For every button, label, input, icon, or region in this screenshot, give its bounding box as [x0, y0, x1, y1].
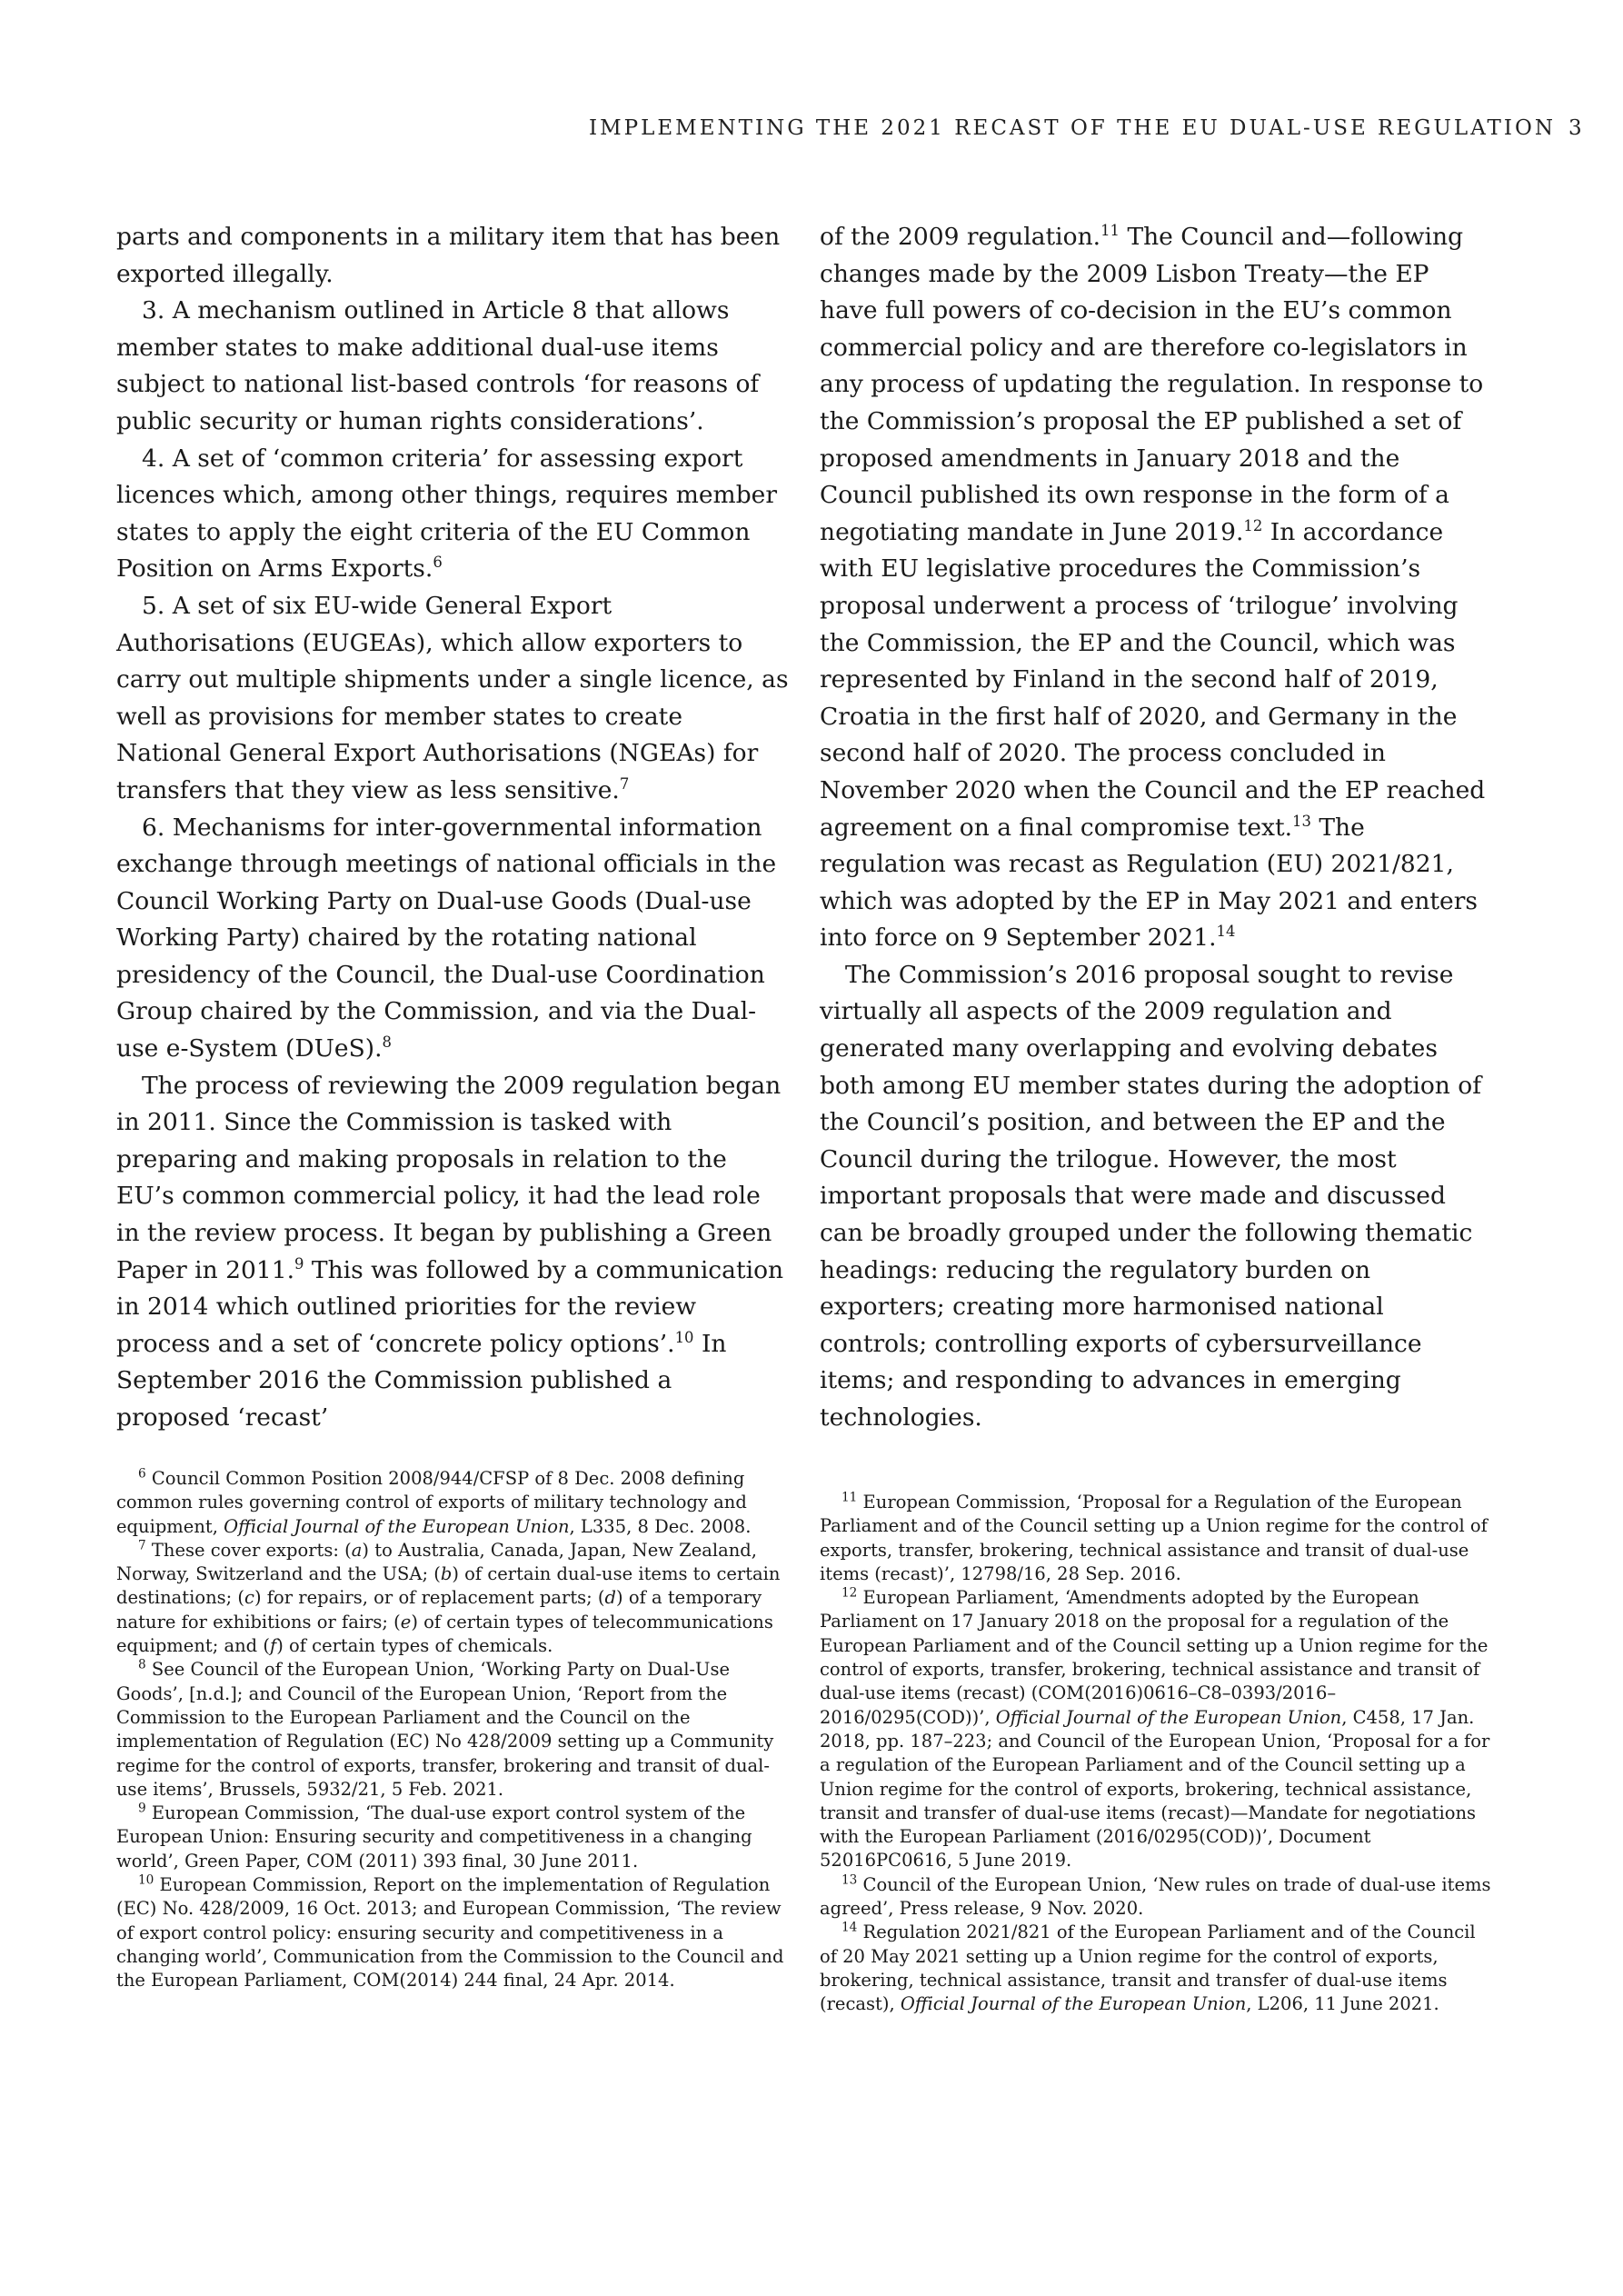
footnote-text: See Council of the European Union, ‘Working Party on Dual-Use Goods’, [n.d.]; and Council of the European Union, ‘Report from the Commission to the European Parliament and the Council on the implementation of Regulation (EC) No 428/2009 setting up a Community regime for the control of exports, transfer, brokering and transit of dual-use items’, Brussels, 5932/21, 5 Feb. 2021. [116, 1659, 774, 1800]
footnote-text: European Parliament, ‘Amendments adopted by the European Parliament on 17 January 2018 on the proposal for a regulation of the European Parliament and of the Council setting up a Union regime for the control of exports, transfer, brokering, technical assistance and transit of dual-use items (recast) (COM(2016)0616–C8–0393/2016–2016/0295(COD))’, [820, 1587, 1489, 1728]
footnote-9 [116, 1802, 792, 1873]
footnote-ref-9[interactable]: 9 [294, 1254, 304, 1273]
footnote-letter: d [604, 1587, 617, 1609]
footnote-letter: c [244, 1587, 254, 1609]
paragraph-recast-continuation [820, 219, 1492, 957]
footnote-10 [116, 1873, 792, 1992]
footnote-14 [820, 1921, 1496, 2016]
list-item-4 [116, 441, 789, 588]
footnote-journal-title: Official Journal of the European Union [224, 1515, 570, 1537]
footnote-text: European Commission, ‘The dual-use export control system of the European Union: Ensuring security and competitiveness in a changing world’, Green Paper, COM (2011) 393 final, 30 June 2011. [116, 1802, 752, 1872]
list-item-6-text: 6. Mechanisms for inter-governmental information exchange through meetings of national officials in the Council Working Party on Dual-use Goods (Dual-use Working Party) chaired by the rotating national presidency of the Council, the Dual-use Coordination Group chaired by the Commission, and via the Dual-use e-System (DUeS). [116, 813, 777, 1063]
list-item-5 [116, 588, 789, 810]
footnote-12 [820, 1586, 1496, 1873]
footnote-text: European Commission, Report on the implementation of Regulation (EC) No. 428/2009, 16 Oct. 2013; and European Commission, ‘The review of export control policy: ensuring security and competitiveness in a changing world’, Communication from the Commission to the Council and the European Parliament, COM(2014) 244 final, 24 Apr. 2014. [116, 1874, 784, 1992]
footnote-letter: e [400, 1611, 412, 1632]
footnote-text: European Commission, ‘Proposal for a Regulation of the European Parliament and of the Council setting up a Union regime for the control of exports, transfer, brokering, technical assistance and transit of dual-use items (recast)’, 12798/16, 28 Sep. 2016. [820, 1492, 1488, 1584]
footnote-7 [116, 1539, 792, 1658]
paragraph-text: of the 2009 regulation. [820, 223, 1101, 251]
footnote-journal-title: Official Journal of the European Union [900, 1993, 1247, 2015]
left-text-column [116, 219, 789, 1437]
footnote-text: Council of the European Union, ‘New rules on trade of dual-use items agreed’, Press release, 9 Nov. 2020. [820, 1873, 1491, 1920]
paragraph-text: The process of reviewing the 2009 regulation began in 2011. Since the Commission is tasked with preparing and making proposals in relation to the EU’s common commercial policy, it had the lead role in the review process. It began by publishing a Green Paper in 2011. [116, 1071, 782, 1284]
footnote-text: , L206, 11 June 2021. [1246, 1993, 1439, 2015]
footnote-ref-7[interactable]: 7 [619, 775, 630, 794]
footnotes-left [116, 1467, 792, 1993]
paragraph-review-process [116, 1068, 789, 1437]
footnote-11 [820, 1491, 1496, 1586]
footnote-letter: f [269, 1635, 277, 1657]
footnote-text: ) for repairs, or of replacement parts; ( [254, 1587, 605, 1609]
list-item-5-text: 5. A set of six EU-wide General Export Authorisations (EUGEAs), which allow exporters to carry out multiple shipments under a single licence, as well as provisions for member states to create National General Export Authorisations (NGEAs) for transfers that they view as less sensitive. [116, 591, 789, 804]
footnote-number: 10 [138, 1872, 154, 1888]
footnote-text: ) of a temporary nature for exhibitions or fairs; ( [116, 1587, 762, 1632]
paragraph-text: In September 2016 the Commission published a proposed ‘recast’ [116, 1329, 727, 1432]
footnote-ref-13[interactable]: 13 [1292, 812, 1311, 830]
list-item-6 [116, 810, 789, 1068]
footnote-text: Regulation 2021/821 of the European Parliament and of the Council of 20 May 2021 setting up a Union regime for the control of exports, brokering, technical assistance, transit and transfer of dual-use items (recast), [820, 1922, 1476, 2015]
footnote-text: , C458, 17 Jan. 2018, pp. 187–223; and Council of the European Union, ‘Proposal for a for a regulation of the European Parliament and of the Council setting up a Union regime for the control of exports, brokering, technical assistance, transit and transfer of dual-use items (recast)—Mandate for negotiations with the European Parliament (2016/0295(COD))’, Document 52016PC0616, 5 June 2019. [820, 1706, 1490, 1872]
paragraph-text: The Council and—following changes made by the 2009 Lisbon Treaty—the EP have full powers of co-decision in the EU’s common commercial policy and are therefore co-legislators in any process of updating the regulation. In response to the Commission’s proposal the EP published a set of proposed amendments in January 2018 and the Council published its own response in the form of a negotiating mandate in June 2019. [820, 223, 1484, 546]
footnote-text: These cover exports: ( [145, 1539, 352, 1561]
footnote-text: Council Common Position 2008/944/CFSP of 8 Dec. 2008 defining common rules governing control of exports of military technology and equipment, [116, 1468, 747, 1537]
footnote-text: ) of certain dual-use items to certain destinations; ( [116, 1563, 781, 1609]
footnote-ref-10[interactable]: 10 [674, 1328, 694, 1346]
footnote-number: 13 [841, 1872, 858, 1888]
running-header [589, 116, 1582, 140]
footnote-text: ) to Australia, Canada, Japan, New Zealand, Norway, Switzerland and the USA; ( [116, 1539, 757, 1585]
footnote-text: ) of certain types of chemicals. [276, 1635, 553, 1657]
paragraph-continuation: parts and components in a military item that has been exported illegally. [116, 223, 781, 288]
footnote-6 [116, 1467, 792, 1539]
footnote-number: 12 [841, 1585, 858, 1601]
footnote-letter: a [351, 1539, 363, 1561]
footnote-ref-6[interactable]: 6 [433, 554, 443, 572]
footnote-number: 9 [138, 1801, 146, 1816]
right-text-column [820, 219, 1492, 1437]
footnote-letter: b [440, 1563, 453, 1585]
paragraph-text: The regulation was recast as Regulation (EU) 2021/821, which was adopted by the EP in May 2021 and enters into force on 9 September 2021. [820, 813, 1479, 953]
footnote-13 [820, 1873, 1496, 1922]
page-number: 3 [1568, 116, 1582, 140]
footnote-number: 8 [138, 1657, 146, 1672]
footnote-text: , L335, 8 Dec. 2008. [569, 1515, 752, 1537]
footnote-journal-title: Official Journal of the European Union [995, 1706, 1342, 1728]
footnote-ref-14[interactable]: 14 [1216, 923, 1236, 941]
paragraph-proposal-debates: The Commission’s 2016 proposal sought to revise virtually all aspects of the 2009 regulation and generated many overlapping and evolving debates both among EU member states during the adoption of the Council’s position, and between the EP and the Council during the trilogue. However, the most important proposals that were made and discussed can be broadly grouped under the following thematic headings: reducing the regulatory burden on exporters; creating more harmonised national controls; controlling exports of cybersurveillance items; and responding to advances in emerging technologies. [820, 960, 1482, 1432]
footnotes-right [820, 1491, 1496, 2017]
footnote-number: 6 [138, 1466, 146, 1482]
footnote-text: ) of certain types of telecommunications equipment; and ( [116, 1611, 773, 1657]
running-title: IMPLEMENTING THE 2021 RECAST OF THE EU DUAL-USE REGULATION [589, 116, 1556, 140]
list-item-3: 3. A mechanism outlined in Article 8 that allows member states to make additional dual-use items subject to national list-based controls ‘for reasons of public security or human rights considerations’. [116, 296, 760, 435]
footnote-ref-8[interactable]: 8 [382, 1033, 392, 1052]
paragraph-text: This was followed by a communication in 2014 which outlined priorities for the review process and a set of ‘concrete policy options’. [116, 1255, 784, 1358]
paragraph-text: In accordance with EU legislative procedures the Commission’s proposal underwent a process of ‘trilogue’ involving the Commission, the EP and the Council, which was represented by Finland in the second half of 2019, Croatia in the first half of 2020, and Germany in the second half of 2020. The process concluded in November 2020 when the Council and the EP reached agreement on a final compromise text. [820, 517, 1486, 842]
footnote-number: 11 [841, 1490, 858, 1505]
footnote-ref-11[interactable]: 11 [1100, 222, 1120, 240]
footnote-ref-12[interactable]: 12 [1243, 516, 1263, 534]
footnote-8 [116, 1658, 792, 1802]
footnote-number: 7 [138, 1538, 146, 1553]
footnote-number: 14 [841, 1920, 858, 1935]
list-item-4-text: 4. A set of ‘common criteria’ for assessing export licences which, among other things, requires member states to apply the eight criteria of the EU Common Position on Arms Exports. [116, 444, 778, 584]
